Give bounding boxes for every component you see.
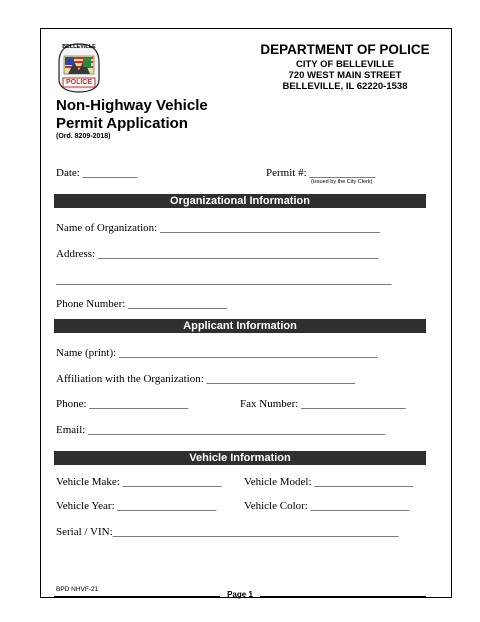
badge-top-text: BELLEVILLE [62,44,96,50]
form-title-line1: Non-Highway Vehicle [56,97,208,114]
email-field[interactable]: Email: ______________________________________________________ [56,424,386,436]
date-field[interactable]: Date: __________ [56,167,138,179]
serial-vin-field[interactable]: Serial / VIN:____________________________________________________ [56,526,399,538]
organization-phone-field[interactable]: Phone Number: __________________ [56,298,228,310]
section-header-vehicle: Vehicle Information [54,451,426,465]
ordinance-number: (Ord. 8209-2018) [56,133,111,140]
applicant-phone-field[interactable]: Phone: __________________ [56,398,189,410]
permit-note: (issued by the City Clerk) [311,179,373,185]
permit-number-field[interactable]: Permit #: ____________ [266,167,376,179]
vehicle-make-field[interactable]: Vehicle Make: __________________ [56,476,222,488]
badge-bottom-text: POLICE [65,79,93,86]
footer-rule-right [260,596,426,597]
fax-number-field[interactable]: Fax Number: ___________________ [240,398,406,410]
section-header-applicant: Applicant Information [54,319,426,333]
applicant-name-field[interactable]: Name (print): _______________________________________________ [56,347,378,359]
affiliation-field[interactable]: Affiliation with the Organization: ___________________________ [56,373,356,385]
street-address: 720 WEST MAIN STREET [288,70,402,81]
organization-name-field[interactable]: Name of Organization: ________________________________________ [56,222,380,234]
form-code: BPD NHVF-21 [56,586,99,593]
address-field[interactable]: Address: ___________________________________________________ [56,248,379,260]
section-header-organizational: Organizational Information [54,194,426,208]
form-title-line2: Permit Application [56,115,188,132]
vehicle-model-field[interactable]: Vehicle Model: __________________ [244,476,414,488]
address-line2-field[interactable]: _____________________________________________________________ [56,274,392,286]
city-name: CITY OF BELLEVILLE [296,59,394,70]
footer-rule-left [54,596,220,597]
vehicle-year-field[interactable]: Vehicle Year: __________________ [56,500,217,512]
page-number: Page 1 [227,590,253,599]
city-state-zip: BELLEVILLE, IL 62220-1538 [282,81,408,92]
department-name: DEPARTMENT OF POLICE [260,42,430,57]
vehicle-color-field[interactable]: Vehicle Color: __________________ [244,500,410,512]
